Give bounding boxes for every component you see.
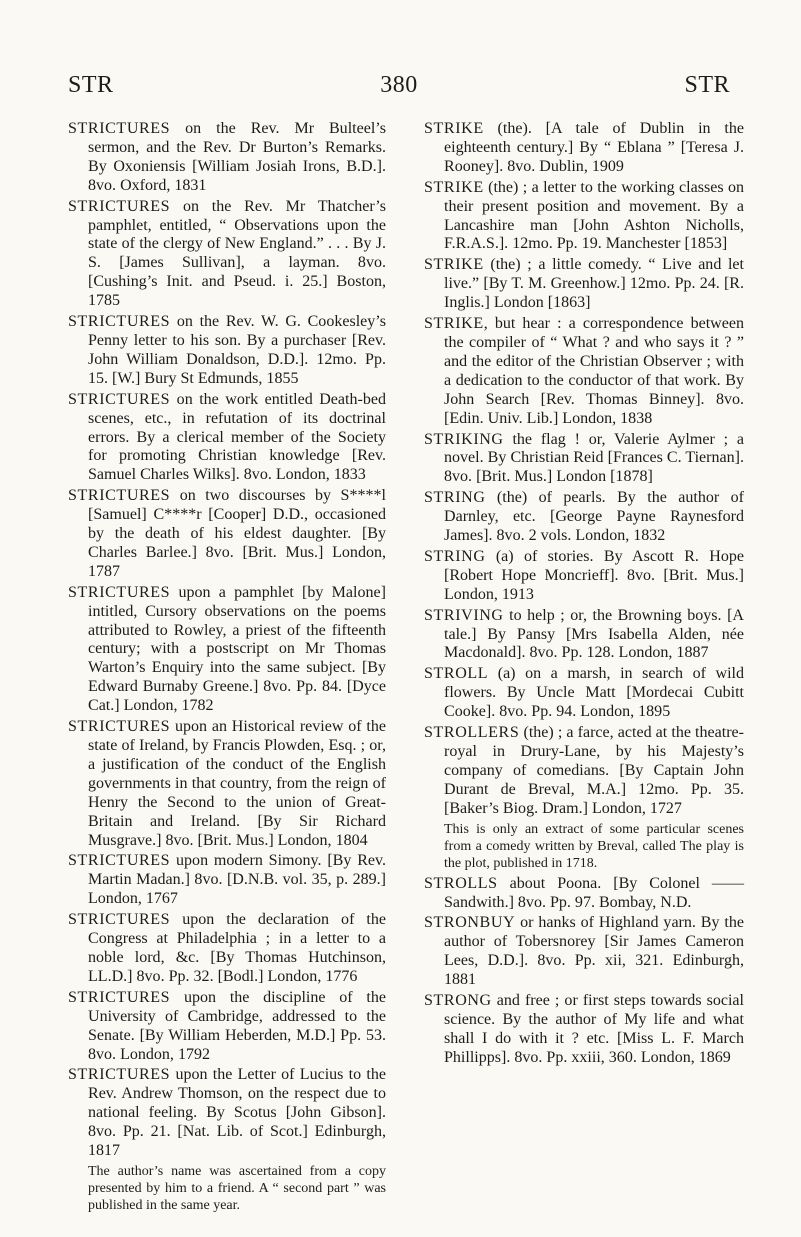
entry-text: about Poona. [By Colonel —— Sandwith.] 8vo. Pp. 97. Bombay, N.D. xyxy=(444,874,744,911)
bibliography-entry xyxy=(68,391,386,486)
entry-headword: STRICTURES xyxy=(68,120,171,137)
entry-headword: STRIKING xyxy=(424,430,504,448)
entry-text: (the). [A tale of Dublin in the eighteenth century.] By “ Eblana ” [Teresa J. Rooney]. 8vo. Dublin, 1909 xyxy=(444,120,744,175)
bibliography-entry xyxy=(424,875,744,913)
entry-headword: STRIKE xyxy=(424,256,484,274)
entry-headword: STRING xyxy=(424,489,486,507)
right-column xyxy=(424,120,744,1070)
entry-headword: STRICTURES xyxy=(68,313,171,331)
entry-text: upon the discipline of the University of Cambridge, addressed to the Senate. [By William Heberden, M.D.] Pp. 53. 8vo. London, 1792 xyxy=(88,988,386,1063)
header-right: STR xyxy=(684,72,730,98)
entry-note: This is only an extract of some particular scenes from a comedy written by Breval, called The play is the plot, published in 1718. xyxy=(444,821,744,871)
bibliography-entry xyxy=(68,1066,386,1161)
entry-text: the flag ! or, Valerie Aylmer ; a novel. By Christian Reid [Frances C. Tiernan]. 8vo. [Brit. Mus.] London [1878] xyxy=(444,430,744,486)
bibliography-entry xyxy=(424,724,744,819)
bibliography-entry xyxy=(68,120,386,196)
bibliography-entry xyxy=(424,315,744,428)
bibliography-entry xyxy=(68,584,386,716)
entry-text: on the Rev. Mr Thatcher’s pamphlet, entitled, “ Observations upon the state of the clergy of New England.” . . . By J. S. [James Sullivan], a layman. 8vo. [Cushing’s Init. and Pseud. i. 25.] Boston, 1785 xyxy=(88,197,386,310)
entry-headword: STRONBUY xyxy=(424,914,516,932)
entry-headword: STRIKE xyxy=(424,178,484,196)
entry-text: or hanks of Highland yarn. By the author of Tobersnorey [Sir James Cameron Lees, D.D.]. 8vo. Pp. xii, 321. Edinburgh, 1881 xyxy=(444,914,744,989)
entry-headword: STRIKE xyxy=(424,120,484,137)
entry-text: upon modern Simony. [By Rev. Martin Madan.] 8vo. [D.N.B. vol. 35, p. 289.] London, 1767 xyxy=(88,852,386,908)
entry-headword: STROLLS xyxy=(424,874,498,892)
entry-text: on two discourses by S****l [Samuel] C****r [Cooper] D.D., occasioned by the death of his eldest daughter. [By Charles Barlee.] 8vo. [Brit. Mus.] London, 1787 xyxy=(88,487,386,580)
entry-text: and free ; or first steps towards social science. By the author of My life and what shall I do with it ? etc. [Miss L. F. March Phillipps]. 8vo. Pp. xxiii, 360. London, 1869 xyxy=(444,992,744,1066)
bibliography-entry xyxy=(68,718,386,850)
entry-headword: STRIVING xyxy=(424,606,504,624)
bibliography-entry xyxy=(424,256,744,313)
entry-text: to help ; or, the Browning boys. [A tale.] By Pansy [Mrs Isabella Alden, née Macdonald]. 8vo. Pp. 128. London, 1887 xyxy=(444,606,744,662)
bibliography-entry xyxy=(424,914,744,990)
bibliography-entry xyxy=(424,607,744,664)
entry-headword: STRICTURES xyxy=(68,390,171,408)
entry-headword: STRICTURES xyxy=(68,852,171,870)
entry-text: , but hear : a correspondence between the compiler of “ What ? and who says it ? ” and the editor of the Christian Observer ; with a dedication to the conductor of that work. By John Search [Rev. Thomas Binney]. 8vo. [Edin. Univ. Lib.] London, 1838 xyxy=(444,315,744,427)
header-left: STR xyxy=(68,72,114,98)
bibliography-entry xyxy=(68,989,386,1065)
entry-text: (the) ; a farce, acted at the theatre-royal in Drury-Lane, by his Majesty’s company of comedians. [By Captain John Durant de Breval, M.A.] 12mo. Pp. 35. [Baker’s Biog. Dram.] London, 1727 xyxy=(444,724,744,817)
entry-text: on the Rev. W. G. Cookesley’s Penny letter to his son. By a purchaser [Rev. John William Donaldson, D.D.]. 12mo. Pp. 15. [W.] Bury St Edmunds, 1855 xyxy=(88,313,386,387)
entry-text: on the work entitled Death-bed scenes, etc., in refutation of its doctrinal errors. By a clerical member of the Society for promoting Christian knowledge [Rev. Samuel Charles Wilks]. 8vo. London, 1833 xyxy=(88,390,386,484)
entry-text: (a) of stories. By Ascott R. Hope [Robert Hope Moncrieff]. 8vo. [Brit. Mus.] London, 1913 xyxy=(444,547,744,603)
entry-headword: STRING xyxy=(424,547,486,565)
entry-headword: STROLLERS xyxy=(424,724,520,742)
bibliography-entry xyxy=(68,313,386,389)
bibliography-entry xyxy=(68,198,386,311)
running-header xyxy=(68,72,730,102)
bibliography-entry xyxy=(424,431,744,488)
entry-text: upon the declaration of the Congress at Philadelphia ; in a letter to a noble lord, &c. [By Thomas Hutchinson, LL.D.] 8vo. Pp. 32. [Bodl.] London, 1776 xyxy=(88,911,386,985)
entry-headword: STRICTURES xyxy=(68,583,171,601)
bibliography-entry xyxy=(424,489,744,546)
bibliography-entry xyxy=(424,548,744,605)
entry-headword: STROLL xyxy=(424,665,489,683)
entry-text: on the Rev. Mr Bulteel’s sermon, and the Rev. Dr Burton’s Remarks. By Oxoniensis [William Josiah Irons, B.D.]. 8vo. Oxford, 1831 xyxy=(88,120,386,194)
entry-headword: STRICTURES xyxy=(68,911,171,929)
page-number: 380 xyxy=(380,72,418,98)
entry-headword: STRIKE xyxy=(424,315,484,333)
bibliography-entry xyxy=(424,179,744,255)
entry-text: (a) on a marsh, in search of wild flowers. By Uncle Matt [Mordecai Cubitt Cooke]. 8vo. Pp. 94. London, 1895 xyxy=(444,665,744,721)
bibliography-entry xyxy=(68,487,386,582)
entry-text: (the) ; a letter to the working classes on their present position and movement. By a Lancashire man [John Ashton Nicholls, F.R.A.S.]. 12mo. Pp. 19. Manchester [1853] xyxy=(444,178,744,253)
entry-text: (the) of pearls. By the author of Darnley, etc. [George Payne Raynesford James]. 8vo. 2 vols. London, 1832 xyxy=(444,489,744,545)
entry-text: upon the Letter of Lucius to the Rev. Andrew Thomson, on the respect due to national feeling. By Scotus [John Gibson]. 8vo. Pp. 21. [Nat. Lib. of Scot.] Edinburgh, 1817 xyxy=(88,1066,386,1160)
bibliography-entry xyxy=(424,120,744,177)
bibliography-entry xyxy=(424,665,744,722)
entry-text: upon a pamphlet [by Malone] intitled, Cursory observations on the poems attributed to Rowley, a priest of the fifteenth century; with a postscript on Mr Thomas Warton’s Enquiry into the same subject. [By Edward Burnaby Greene.] 8vo. Pp. 84. [Dyce Cat.] London, 1782 xyxy=(88,583,386,715)
entry-headword: STRICTURES xyxy=(68,988,171,1006)
bibliography-entry xyxy=(68,852,386,909)
entry-text: upon an Historical review of the state of Ireland, by Francis Plowden, Esq. ; or, a justification of the conduct of the English governments in that country, from the reign of Henry the Second to the union of Great-Britain and Ireland. [By Sir Richard Musgrave.] 8vo. [Brit. Mus.] London, 1804 xyxy=(88,718,386,849)
entry-headword: STRICTURES xyxy=(68,197,171,215)
entry-headword: STRICTURES xyxy=(68,1066,171,1084)
entry-text: (the) ; a little comedy. “ Live and let live.” [By T. M. Greenhow.] 12mo. Pp. 24. [R. Inglis.] London [1863] xyxy=(444,256,744,312)
entry-headword: STRONG xyxy=(424,992,492,1010)
entry-headword: STRICTURES xyxy=(68,718,171,736)
bibliography-entry xyxy=(68,911,386,987)
bibliography-entry xyxy=(424,992,744,1068)
entry-headword: STRICTURES xyxy=(68,487,171,505)
entry-note: The author’s name was ascertained from a copy presented by him to a friend. A “ second part ” was published in the same year. xyxy=(88,1163,386,1213)
left-column xyxy=(68,120,386,1217)
